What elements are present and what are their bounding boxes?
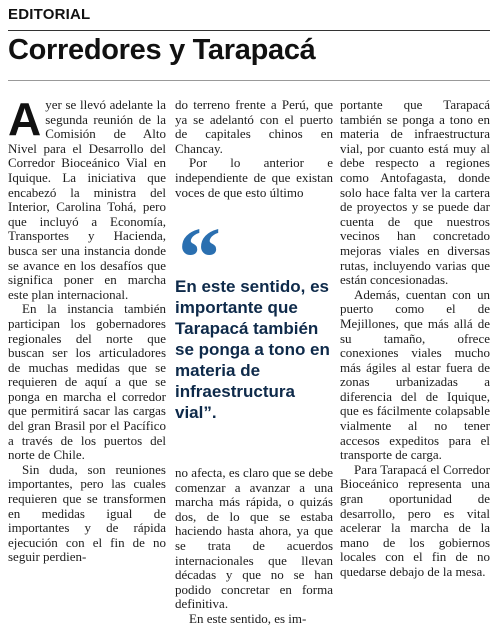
quote-mark-icon: “ xyxy=(178,209,221,305)
article-paragraph: do terreno frente a Perú, que ya se adelantó con el puerto de capitales chinos en Chancay. xyxy=(175,97,333,156)
top-rule xyxy=(8,30,490,31)
section-label: EDITORIAL xyxy=(8,6,91,23)
article-paragraph xyxy=(8,93,166,302)
article-column-1 xyxy=(8,93,166,565)
article-column-3 xyxy=(340,98,490,580)
drop-cap: A xyxy=(8,93,42,145)
paragraph-text: yer se llevó adelante la segunda reunión de la Comisión de Alto Nivel para el Desarrollo del Corredor Bioceánico Vial en Iquique. La iniciativa que encabezó la ministra del Interior, Carolina Tohá, pero que incluyó a Economía, Transportes y Hacienda, busca ser una instancia donde se avance en los desafíos que significa poner en marcha este plan internacional. xyxy=(8,97,166,302)
headline-rule xyxy=(8,80,490,81)
article-paragraph: Además, cuentan con un puerto como el de Mejillones, que más allá de su tamaño, ofrece conexiones viales mucho más ágiles al estar fuera de zonas urbanizadas a diferencia del de Iquique, que es fácilmente colapsable vialmente al no tener accesos expeditos para el transporte de carga. xyxy=(340,286,490,463)
article-paragraph: En la instancia también participan los gobernadores regionales del norte que buscan ser los articuladores de muchas medidas que se requieren de aquí a que se ponga en marcha el corredor que permitirá sacar las cargas del gran Brasil por el Pacífico a través de los puertos del norte de Chile. xyxy=(8,301,166,463)
article-paragraph: En este sentido, es im- xyxy=(189,610,307,626)
article-paragraph: Para Tarapacá el Corredor Bioceánico representa una gran oportunidad de desarrollo, pero es vital acelerar la marcha de la mano de los gobiernos locales con el fin de no quedarse debajo de la mesa. xyxy=(340,461,490,579)
article-column-2-top xyxy=(175,98,333,200)
pull-quote: En este sentido, es importante que Tarapacá también se ponga a tono en materia de infraestructura vial”. xyxy=(175,277,330,422)
article-column-2-bottom xyxy=(175,466,333,627)
article-paragraph: Por lo anterior e independiente de que existan voces de que esto último xyxy=(175,155,333,200)
article-paragraph: Sin duda, son reuniones importantes, pero las cuales requieren que se transformen en medidas igual de importantes y de rápida ejecución con el fin de no seguir perdien- xyxy=(8,461,166,565)
article-paragraph: portante que Tarapacá también se ponga a tono en materia de infraestructura vial, por cuanto está muy al debe respecto a regiones como Antofagasta, donde solo hace falta ver la cartera de proyectos y se puede dar cuenta de que nuestros vecinos han concretado mejoras viales en diversas rutas, incluyendo varias que están concesionadas. xyxy=(340,97,490,288)
article-paragraph: no afecta, es claro que se debe comenzar a avanzar a una marcha más rápida, o quizás dos, de lo que se estaba haciendo hasta ahora, ya que se trata de acuerdos internacionales que llevan décadas y que no se han podido concretar en forma definitiva. xyxy=(175,465,333,612)
headline: Corredores y Tarapacá xyxy=(8,34,316,66)
